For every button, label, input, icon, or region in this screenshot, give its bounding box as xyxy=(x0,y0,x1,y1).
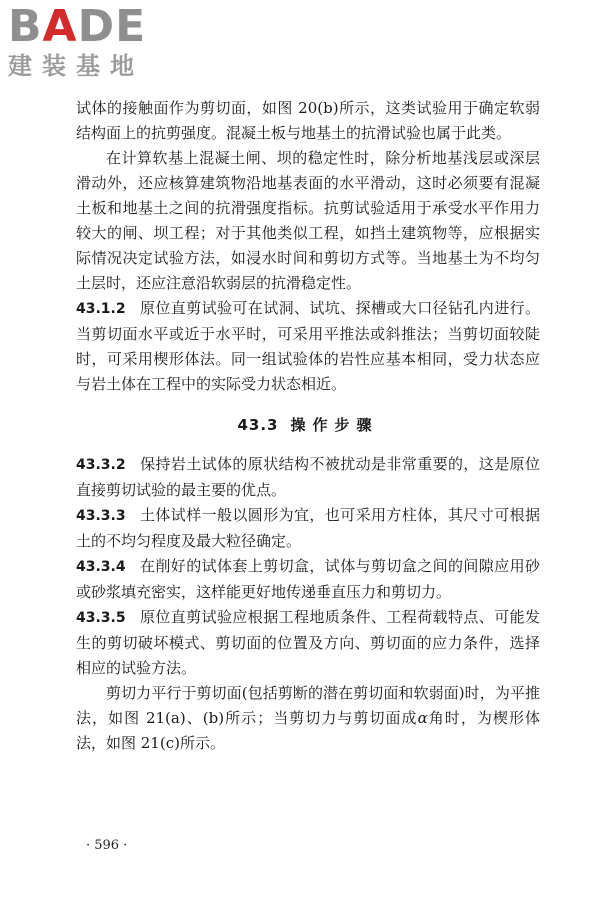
section-heading xyxy=(76,413,540,438)
clause-text: 原位直剪试验应根据工程地质条件、工程荷载特点、可能发生的剪切破坏模式、剪切面的位置及方向、剪切面的应力条件，选择相应的试验方法。 xyxy=(76,608,540,677)
logo-wordmark: BADE xyxy=(8,1,147,52)
clause-text: 土体试样一般以圆形为宜，也可采用方柱体，其尺寸可根据土的不均匀程度及最大粒径确定。 xyxy=(76,506,540,550)
clause-text: 在削好的试体套上剪切盒，试体与剪切盒之间的间隙应用砂或砂浆填充密实，这样能更好地传递垂直压力和剪切力。 xyxy=(76,557,540,601)
clause-number: 43.3.4 xyxy=(76,559,126,575)
section-title-text: 操作步骤 xyxy=(290,416,379,434)
clause-number: 43.3.2 xyxy=(76,457,126,473)
bade-logo xyxy=(8,1,178,80)
clause-43-3-4 xyxy=(76,554,540,605)
clause-43-3-5 xyxy=(76,605,540,681)
clause-43-1-2 xyxy=(76,296,540,397)
alpha-symbol: α xyxy=(417,709,428,727)
paragraph-soft-foundation: 在计算软基上混凝土闸、坝的稳定性时，除分析地基浅层或深层滑动外，还应核算建筑物沿地基表面的水平滑动，这时必须要有混凝土板和地基土之间的抗滑强度指标。抗剪试验适用于承受水平作用力较大的闸、坝工程；对于其他类似工程，如挡土建筑物等，应根据实际情况决定试验方法，如浸水时间和剪切方式等。当地基土为不均匀土层时，还应注意沿软弱层的抗滑稳定性。 xyxy=(76,149,540,292)
page-number: · 596 · xyxy=(86,838,128,853)
clause-text: 原位直剪试验可在试洞、试坑、探槽或大口径钻孔内进行。当剪切面水平或近于水平时，可采用平推法或斜推法；当剪切面较陡时，可采用楔形体法。同一组试验体的岩性应基本相同，受力状态应与岩土体在工程中的实际受力状态相近。 xyxy=(76,299,540,393)
clause-text: 保持岩土试体的原状结构不被扰动是非常重要的，这是原位直接剪切试验的最主要的优点。 xyxy=(76,455,540,499)
clause-number: 43.1.2 xyxy=(76,301,126,317)
paragraph-shear-methods: 剪切力平行于剪切面(包括剪断的潜在剪切面和软弱面)时，为平推法，如图 21(a)、(b)所示；当剪切力与剪切面成α角时，为楔形体法，如图 21(c)所示。 xyxy=(76,684,540,752)
clause-number: 43.3.5 xyxy=(76,610,126,626)
clause-43-3-3 xyxy=(76,503,540,554)
paragraph-continued: 试体的接触面作为剪切面，如图 20(b)所示，这类试验用于确定软弱结构面上的抗剪强度。混凝土板与地基土的抗滑试验也属于此类。 xyxy=(76,99,540,142)
section-number: 43.3 xyxy=(237,416,279,434)
logo-chinese-text: 建装基地 xyxy=(8,52,144,80)
page-content xyxy=(76,96,540,756)
clause-43-3-2 xyxy=(76,452,540,503)
clause-number: 43.3.3 xyxy=(76,508,126,524)
